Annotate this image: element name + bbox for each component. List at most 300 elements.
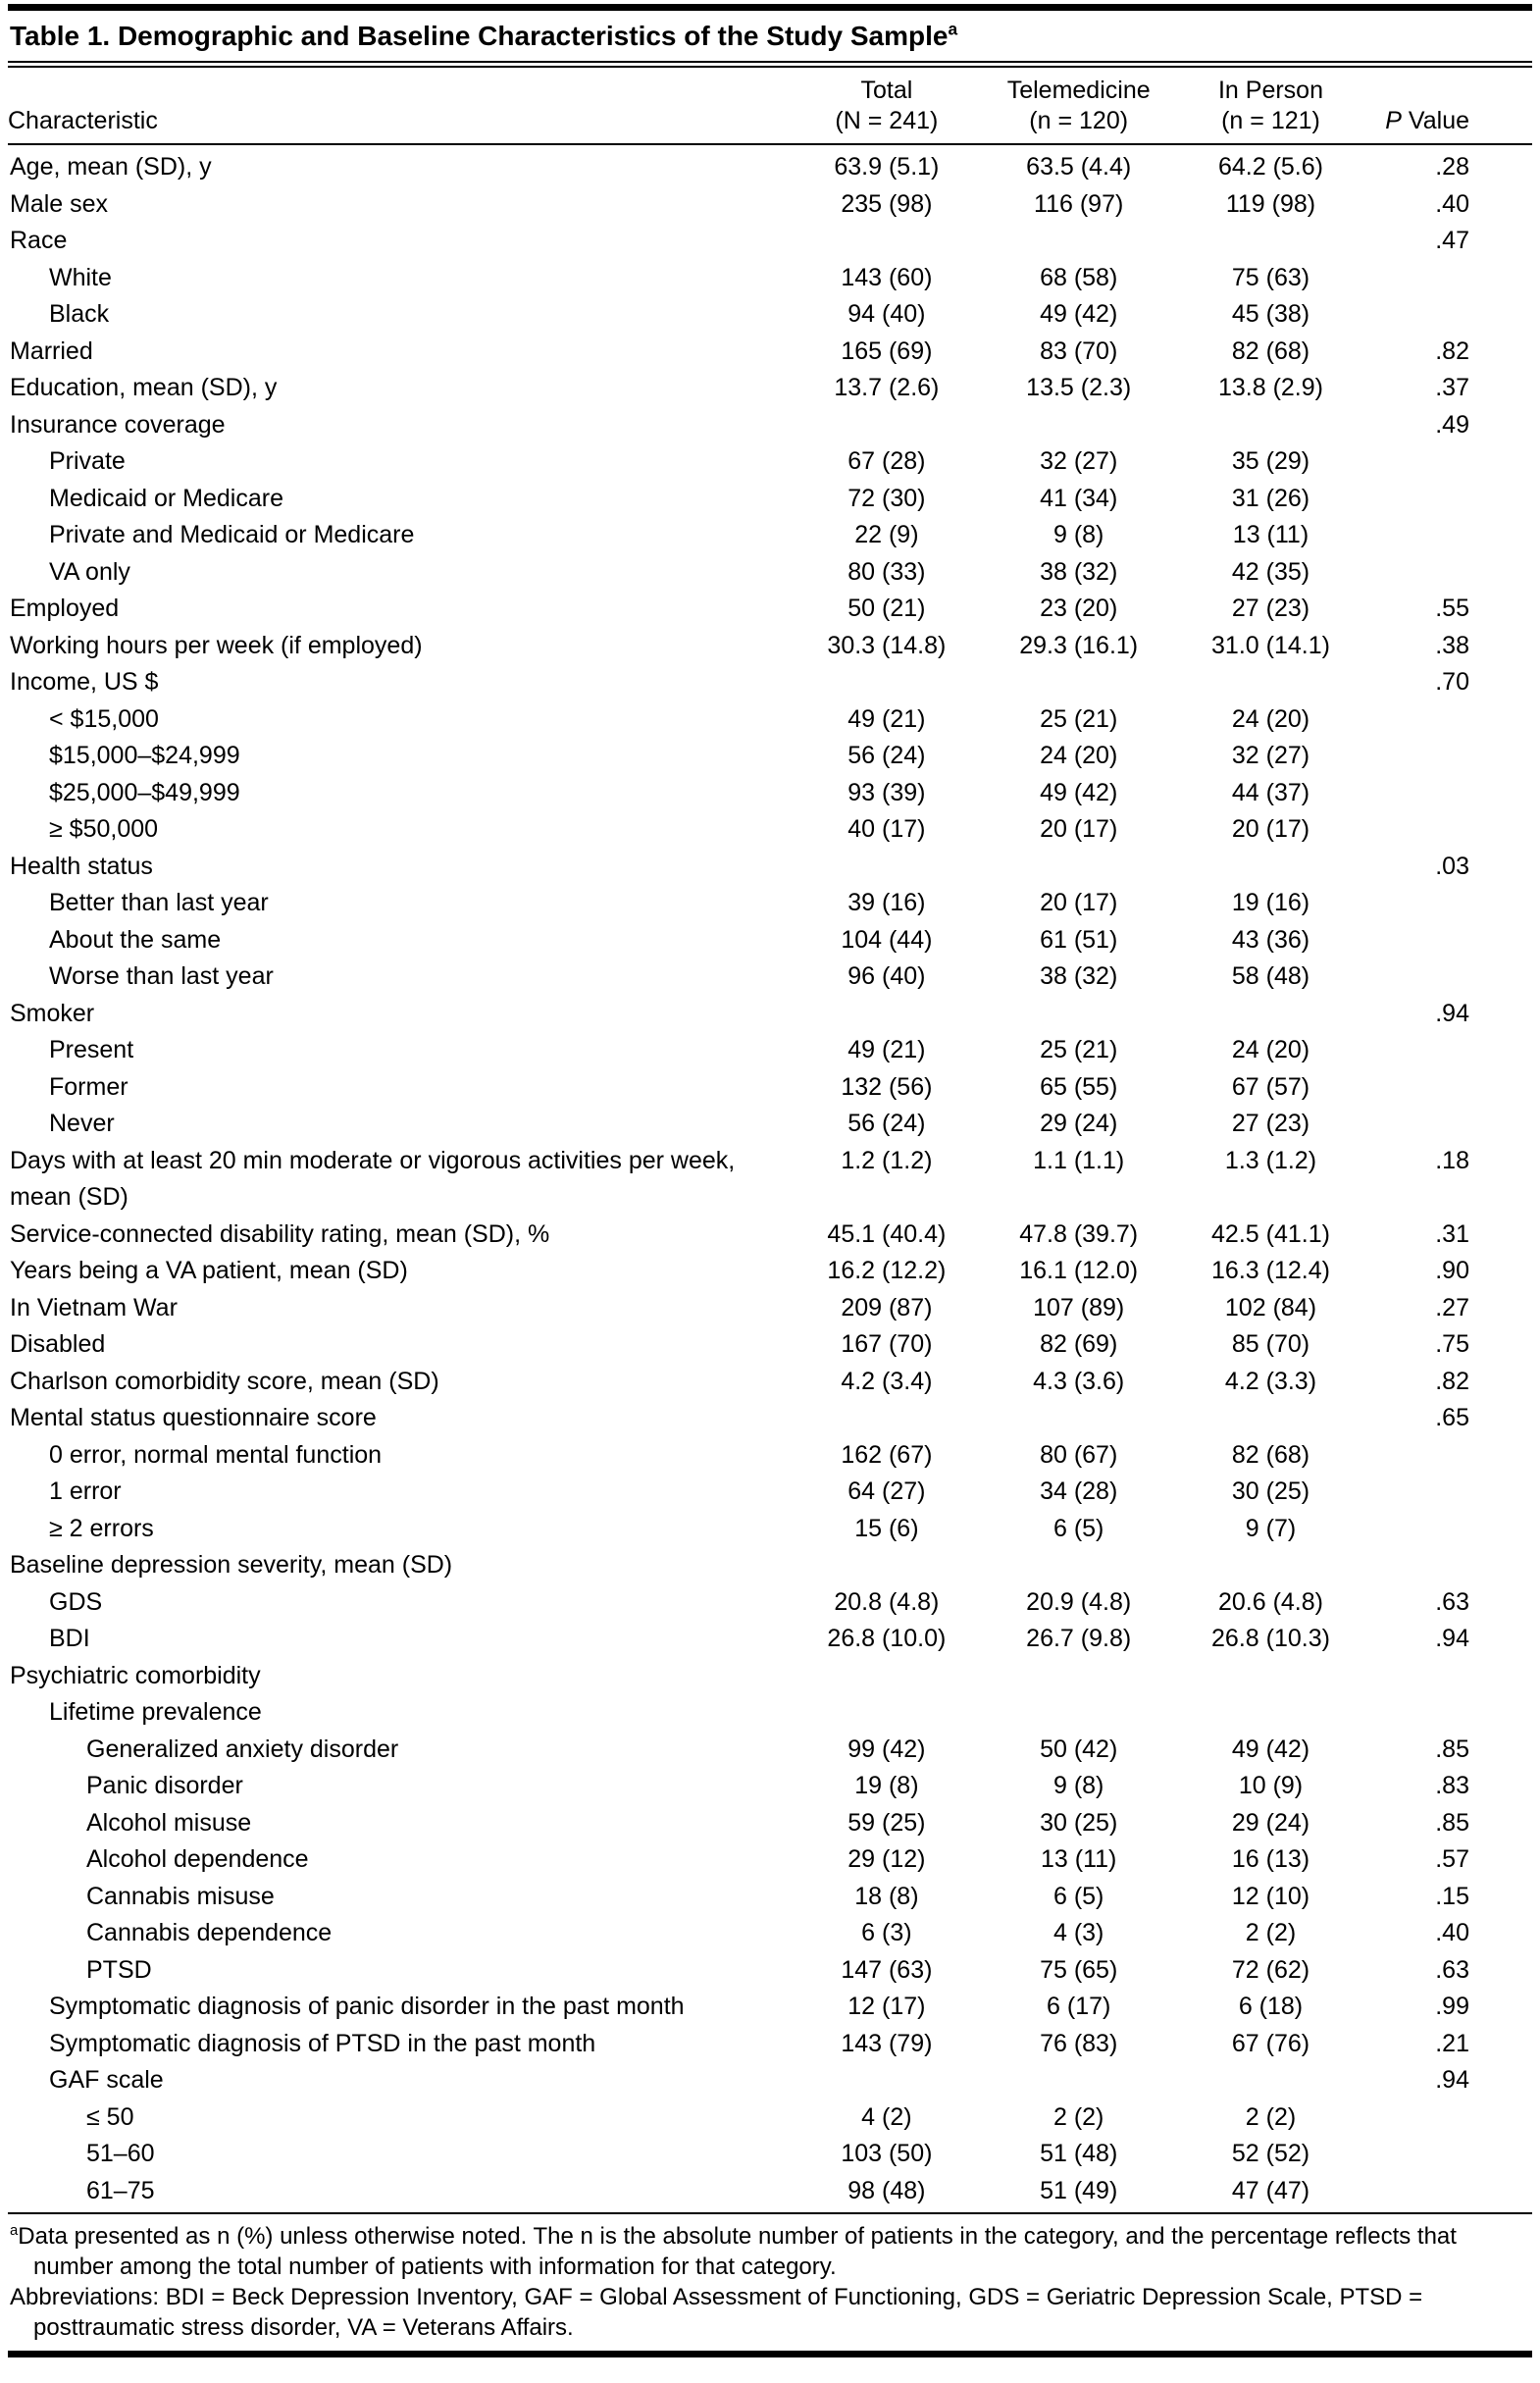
cell-pvalue bbox=[1364, 1106, 1532, 1143]
cell-total bbox=[793, 1658, 980, 1695]
cell-inperson bbox=[1177, 664, 1364, 701]
row-label: ≤ 50 bbox=[86, 2102, 134, 2131]
row-label: Cannabis misuse bbox=[86, 1882, 275, 1910]
row-label: Generalized anxiety disorder bbox=[86, 1735, 399, 1763]
cell-total: 49 (21) bbox=[847, 1036, 926, 1063]
table-row bbox=[8, 811, 1532, 849]
cell-pvalue: .99 bbox=[1435, 1993, 1469, 2020]
table-row bbox=[8, 1841, 1532, 1879]
row-label: 61–75 bbox=[86, 2176, 155, 2204]
table-row bbox=[8, 186, 1532, 224]
cell-total: 59 (25) bbox=[847, 1808, 926, 1837]
table-row bbox=[8, 1143, 1532, 1217]
cell-total: 12 (17) bbox=[847, 1993, 926, 2020]
table-row bbox=[8, 1032, 1532, 1069]
cell-total: 39 (16) bbox=[847, 889, 926, 916]
row-label: $15,000–$24,999 bbox=[49, 742, 240, 769]
table-row bbox=[8, 554, 1532, 592]
row-label: Charlson comorbidity score, mean (SD) bbox=[10, 1367, 439, 1395]
cell-telemedicine: 83 (70) bbox=[1040, 337, 1118, 365]
row-label: Never bbox=[49, 1110, 115, 1137]
row-label: Working hours per week (if employed) bbox=[10, 631, 423, 659]
cell-inperson: 1.3 (1.2) bbox=[1224, 1146, 1317, 1174]
row-label: 0 error, normal mental function bbox=[49, 1440, 383, 1469]
cell-total bbox=[793, 996, 980, 1033]
table-row bbox=[8, 407, 1532, 444]
cell-total bbox=[793, 1694, 980, 1732]
table-row bbox=[8, 223, 1532, 260]
cell-inperson: 82 (68) bbox=[1231, 1440, 1310, 1469]
cell-total: 165 (69) bbox=[841, 337, 933, 365]
table-row bbox=[8, 334, 1532, 371]
cell-telemedicine bbox=[980, 996, 1176, 1033]
row-label: Race bbox=[10, 227, 68, 254]
table-row bbox=[8, 443, 1532, 481]
cell-telemedicine: 20 (17) bbox=[1040, 889, 1118, 916]
row-label: About the same bbox=[49, 925, 222, 954]
cell-total bbox=[793, 407, 980, 444]
row-label: Lifetime prevalence bbox=[49, 1698, 262, 1726]
cell-inperson bbox=[1177, 407, 1364, 444]
cell-pvalue bbox=[1364, 481, 1532, 518]
row-label: VA only bbox=[49, 557, 130, 586]
cell-telemedicine: 38 (32) bbox=[1040, 962, 1118, 990]
row-label: Male sex bbox=[10, 189, 109, 218]
cell-total: 30.3 (14.8) bbox=[827, 631, 947, 659]
cell-pvalue bbox=[1364, 296, 1532, 334]
row-label: Education, mean (SD), y bbox=[10, 374, 278, 401]
cell-pvalue: .83 bbox=[1435, 1772, 1469, 1799]
row-label: Cannabis dependence bbox=[86, 1919, 333, 1946]
cell-inperson: 16 (13) bbox=[1231, 1845, 1310, 1873]
cell-telemedicine: 9 (8) bbox=[1052, 521, 1104, 548]
table-row bbox=[8, 2173, 1532, 2210]
cell-pvalue: .37 bbox=[1435, 374, 1469, 401]
cell-inperson: 32 (27) bbox=[1231, 742, 1310, 769]
cell-total: 13.7 (2.6) bbox=[834, 374, 940, 401]
row-label: Worse than last year bbox=[49, 962, 274, 990]
cell-telemedicine bbox=[980, 1547, 1176, 1584]
cell-total: 15 (6) bbox=[854, 1514, 919, 1542]
cell-total: 1.2 (1.2) bbox=[841, 1146, 933, 1174]
cell-inperson: 82 (68) bbox=[1231, 337, 1310, 365]
cell-telemedicine: 6 (5) bbox=[1052, 1882, 1104, 1910]
abbreviations-note: Abbreviations: BDI = Beck Depression Inventory, GAF = Global Assessment of Functioning, GDS = Geriatric Depression Scale, PTSD = posttraumatic stress disorder, VA = Veterans Affairs. bbox=[10, 2284, 1423, 2341]
cell-telemedicine bbox=[980, 1694, 1176, 1732]
cell-telemedicine: 29 (24) bbox=[1040, 1110, 1118, 1137]
row-label: Private and Medicaid or Medicare bbox=[49, 521, 415, 548]
row-label: $25,000–$49,999 bbox=[49, 778, 240, 806]
cell-total: 98 (48) bbox=[847, 2176, 926, 2204]
row-label: Mental status questionnaire score bbox=[10, 1404, 377, 1431]
row-label: Married bbox=[10, 337, 93, 365]
table-row bbox=[8, 628, 1532, 665]
cell-telemedicine: 20.9 (4.8) bbox=[1026, 1587, 1132, 1616]
table-row bbox=[8, 1106, 1532, 1143]
footnotes bbox=[8, 2214, 1532, 2345]
cell-inperson bbox=[1177, 2062, 1364, 2099]
cell-pvalue bbox=[1364, 885, 1532, 922]
row-label: Former bbox=[49, 1072, 128, 1101]
table-body bbox=[8, 144, 1532, 2209]
cell-pvalue bbox=[1364, 775, 1532, 812]
column-header-telemedicine: Telemedicine (n = 120) bbox=[980, 70, 1176, 144]
cell-pvalue: .94 bbox=[1435, 999, 1469, 1027]
characteristics-table bbox=[8, 70, 1532, 2209]
cell-pvalue: .85 bbox=[1435, 1808, 1469, 1837]
cell-inperson: 29 (24) bbox=[1231, 1808, 1310, 1837]
table-row bbox=[8, 2099, 1532, 2137]
cell-telemedicine: 4 (3) bbox=[1052, 1919, 1104, 1946]
table-row bbox=[8, 1694, 1532, 1732]
cell-telemedicine: 65 (55) bbox=[1040, 1072, 1118, 1101]
cell-telemedicine: 9 (8) bbox=[1052, 1772, 1104, 1799]
cell-inperson: 31 (26) bbox=[1231, 484, 1310, 512]
cell-telemedicine bbox=[980, 407, 1176, 444]
cell-inperson: 49 (42) bbox=[1231, 1735, 1310, 1763]
cell-pvalue bbox=[1364, 2136, 1532, 2173]
cell-total: 4 (2) bbox=[861, 2102, 912, 2131]
cell-telemedicine: 51 (49) bbox=[1040, 2176, 1118, 2204]
cell-total: 167 (70) bbox=[841, 1330, 933, 1358]
cell-pvalue: .63 bbox=[1435, 1955, 1469, 1984]
cell-total: 26.8 (10.0) bbox=[827, 1625, 947, 1652]
cell-total: 29 (12) bbox=[847, 1845, 926, 1873]
table-row bbox=[8, 1511, 1532, 1548]
table-title-footnote-marker: a bbox=[948, 19, 958, 39]
cell-total: 56 (24) bbox=[847, 1110, 926, 1137]
row-label: Present bbox=[49, 1036, 134, 1063]
table-row bbox=[8, 1400, 1532, 1437]
cell-pvalue bbox=[1364, 443, 1532, 481]
table-row bbox=[8, 1915, 1532, 1952]
cell-telemedicine: 24 (20) bbox=[1040, 742, 1118, 769]
row-label: 51–60 bbox=[86, 2140, 155, 2167]
cell-pvalue bbox=[1364, 1069, 1532, 1107]
table-row bbox=[8, 1584, 1532, 1622]
row-label: Disabled bbox=[10, 1330, 106, 1358]
cell-pvalue: .49 bbox=[1435, 410, 1469, 439]
data-note-text: Data presented as n (%) unless otherwise noted. The n is the absolute number of patients in the category, and the percentage reflects that number among the total number of patients with information for that category. bbox=[18, 2223, 1457, 2280]
cell-pvalue: .47 bbox=[1435, 227, 1469, 254]
cell-telemedicine: 49 (42) bbox=[1040, 300, 1118, 328]
cell-inperson: 10 (9) bbox=[1238, 1772, 1304, 1799]
cell-telemedicine: 47.8 (39.7) bbox=[1019, 1219, 1139, 1248]
top-rule bbox=[8, 4, 1532, 11]
table-row bbox=[8, 144, 1532, 186]
row-label: Days with at least 20 min moderate or vigorous activities per week, mean (SD) bbox=[10, 1146, 736, 1211]
column-header-total: Total (N = 241) bbox=[793, 70, 980, 144]
table-row bbox=[8, 738, 1532, 775]
row-label: Panic disorder bbox=[86, 1772, 243, 1799]
cell-telemedicine: 2 (2) bbox=[1052, 2102, 1104, 2131]
cell-total bbox=[793, 1400, 980, 1437]
cell-telemedicine bbox=[980, 664, 1176, 701]
table-title bbox=[8, 11, 1532, 61]
cell-inperson: 2 (2) bbox=[1245, 1919, 1297, 1946]
cell-inperson bbox=[1177, 1658, 1364, 1695]
table-row bbox=[8, 1805, 1532, 1842]
cell-total: 6 (3) bbox=[861, 1919, 912, 1946]
cell-inperson: 43 (36) bbox=[1231, 925, 1310, 954]
table-row bbox=[8, 1658, 1532, 1695]
data-note-marker: a bbox=[10, 2223, 19, 2239]
cell-inperson: 30 (25) bbox=[1231, 1477, 1310, 1505]
cell-total: 63.9 (5.1) bbox=[834, 153, 940, 181]
cell-telemedicine: 68 (58) bbox=[1040, 263, 1118, 291]
table-row bbox=[8, 1768, 1532, 1805]
cell-pvalue bbox=[1364, 1032, 1532, 1069]
cell-total: 56 (24) bbox=[847, 742, 926, 769]
table-row bbox=[8, 1879, 1532, 1916]
cell-total: 20.8 (4.8) bbox=[834, 1587, 940, 1616]
row-label: ≥ $50,000 bbox=[49, 815, 159, 843]
cell-telemedicine bbox=[980, 223, 1176, 260]
cell-total: 209 (87) bbox=[841, 1293, 933, 1321]
cell-telemedicine bbox=[980, 849, 1176, 886]
row-label: Black bbox=[49, 300, 110, 328]
cell-total: 96 (40) bbox=[847, 962, 926, 990]
cell-inperson: 102 (84) bbox=[1224, 1293, 1317, 1321]
cell-inperson: 119 (98) bbox=[1225, 189, 1316, 218]
cell-pvalue bbox=[1364, 922, 1532, 959]
cell-inperson: 72 (62) bbox=[1231, 1955, 1310, 1984]
cell-telemedicine: 63.5 (4.4) bbox=[1026, 153, 1132, 181]
row-label: Employed bbox=[10, 595, 120, 622]
cell-total: 45.1 (40.4) bbox=[827, 1219, 947, 1248]
cell-telemedicine bbox=[980, 2062, 1176, 2099]
cell-pvalue: .40 bbox=[1435, 189, 1469, 218]
cell-pvalue: .55 bbox=[1435, 595, 1469, 622]
cell-inperson: 26.8 (10.3) bbox=[1211, 1625, 1330, 1652]
table-row bbox=[8, 1290, 1532, 1327]
table-row bbox=[8, 1437, 1532, 1475]
row-label: BDI bbox=[49, 1625, 90, 1652]
cell-total: 16.2 (12.2) bbox=[827, 1257, 947, 1284]
table-row bbox=[8, 775, 1532, 812]
cell-inperson: 13.8 (2.9) bbox=[1217, 374, 1323, 401]
cell-telemedicine: 38 (32) bbox=[1040, 557, 1118, 586]
cell-telemedicine bbox=[980, 1658, 1176, 1695]
title-separator-rule bbox=[8, 61, 1532, 68]
table-row bbox=[8, 296, 1532, 334]
cell-telemedicine: 76 (83) bbox=[1040, 2029, 1118, 2057]
cell-inperson bbox=[1177, 996, 1364, 1033]
cell-pvalue bbox=[1364, 1437, 1532, 1475]
cell-telemedicine: 1.1 (1.1) bbox=[1033, 1146, 1125, 1174]
table-row bbox=[8, 1069, 1532, 1107]
table-row bbox=[8, 591, 1532, 628]
cell-total bbox=[793, 1547, 980, 1584]
cell-inperson: 67 (76) bbox=[1231, 2029, 1310, 2057]
cell-total: 143 (60) bbox=[841, 263, 933, 291]
cell-inperson: 19 (16) bbox=[1231, 889, 1310, 916]
cell-total: 104 (44) bbox=[841, 925, 933, 954]
cell-pvalue: .21 bbox=[1435, 2029, 1469, 2057]
table-row bbox=[8, 1364, 1532, 1401]
table-row bbox=[8, 481, 1532, 518]
cell-pvalue bbox=[1364, 2099, 1532, 2137]
cell-total: 64 (27) bbox=[847, 1477, 926, 1505]
cell-inperson: 67 (57) bbox=[1231, 1072, 1310, 1101]
cell-inperson: 58 (48) bbox=[1231, 962, 1310, 990]
cell-pvalue bbox=[1364, 1547, 1532, 1584]
cell-total: 50 (21) bbox=[847, 595, 926, 622]
cell-inperson: 9 (7) bbox=[1245, 1514, 1297, 1542]
cell-inperson: 42 (35) bbox=[1231, 557, 1310, 586]
table-row bbox=[8, 1253, 1532, 1290]
row-label: Service-connected disability rating, mean (SD), % bbox=[10, 1219, 550, 1248]
cell-pvalue: .18 bbox=[1435, 1146, 1469, 1174]
cell-telemedicine: 116 (97) bbox=[1034, 189, 1124, 218]
cell-pvalue: .03 bbox=[1435, 852, 1469, 880]
row-label: Insurance coverage bbox=[10, 410, 226, 439]
cell-total bbox=[793, 849, 980, 886]
row-label: GAF scale bbox=[49, 2066, 164, 2094]
cell-telemedicine: 4.3 (3.6) bbox=[1033, 1367, 1125, 1395]
cell-pvalue bbox=[1364, 811, 1532, 849]
table-row bbox=[8, 922, 1532, 959]
row-label: Medicaid or Medicare bbox=[49, 484, 283, 512]
cell-total: 93 (39) bbox=[847, 778, 926, 806]
cell-inperson: 42.5 (41.1) bbox=[1211, 1219, 1330, 1248]
cell-inperson bbox=[1177, 223, 1364, 260]
table-row bbox=[8, 260, 1532, 297]
cell-inperson: 13 (11) bbox=[1232, 521, 1309, 548]
cell-pvalue: .82 bbox=[1435, 337, 1469, 365]
table-row bbox=[8, 664, 1532, 701]
row-label: Alcohol misuse bbox=[86, 1808, 252, 1837]
cell-total: 99 (42) bbox=[847, 1735, 926, 1763]
table-row bbox=[8, 1989, 1532, 2026]
cell-telemedicine bbox=[980, 1400, 1176, 1437]
column-header-inperson: In Person (n = 121) bbox=[1177, 70, 1364, 144]
column-header-pvalue: P Value bbox=[1364, 70, 1532, 144]
table-row bbox=[8, 701, 1532, 739]
cell-telemedicine: 51 (48) bbox=[1040, 2140, 1118, 2167]
cell-pvalue: .82 bbox=[1435, 1367, 1469, 1395]
cell-total: 103 (50) bbox=[841, 2140, 933, 2167]
cell-telemedicine: 13 (11) bbox=[1041, 1845, 1117, 1873]
row-label: 1 error bbox=[49, 1477, 122, 1505]
cell-pvalue: .28 bbox=[1435, 153, 1469, 181]
table-row bbox=[8, 2062, 1532, 2099]
cell-inperson: 20.6 (4.8) bbox=[1217, 1587, 1323, 1616]
cell-pvalue: .63 bbox=[1435, 1587, 1469, 1616]
table-row bbox=[8, 1547, 1532, 1584]
cell-pvalue: .85 bbox=[1435, 1735, 1469, 1763]
cell-telemedicine: 6 (5) bbox=[1052, 1514, 1104, 1542]
cell-telemedicine: 50 (42) bbox=[1040, 1735, 1118, 1763]
cell-inperson: 24 (20) bbox=[1231, 704, 1310, 733]
cell-inperson: 27 (23) bbox=[1231, 1110, 1310, 1137]
cell-inperson: 20 (17) bbox=[1231, 815, 1310, 843]
row-label: ≥ 2 errors bbox=[49, 1514, 154, 1542]
cell-telemedicine: 13.5 (2.3) bbox=[1026, 374, 1132, 401]
table-row bbox=[8, 2026, 1532, 2063]
cell-total: 67 (28) bbox=[847, 447, 926, 475]
cell-pvalue: .15 bbox=[1435, 1882, 1469, 1910]
row-label: GDS bbox=[49, 1587, 103, 1616]
cell-pvalue bbox=[1364, 2173, 1532, 2210]
table-row bbox=[8, 1326, 1532, 1364]
table-row bbox=[8, 958, 1532, 996]
cell-pvalue: .90 bbox=[1435, 1257, 1469, 1284]
table-row bbox=[8, 849, 1532, 886]
cell-telemedicine: 34 (28) bbox=[1040, 1477, 1118, 1505]
cell-inperson bbox=[1177, 1547, 1364, 1584]
cell-inperson: 44 (37) bbox=[1231, 778, 1310, 806]
cell-telemedicine: 41 (34) bbox=[1040, 484, 1118, 512]
cell-pvalue bbox=[1364, 958, 1532, 996]
cell-pvalue: .27 bbox=[1435, 1293, 1469, 1321]
table-row bbox=[8, 996, 1532, 1033]
cell-telemedicine: 26.7 (9.8) bbox=[1026, 1625, 1132, 1652]
column-header-characteristic: Characteristic bbox=[8, 70, 793, 144]
cell-pvalue bbox=[1364, 554, 1532, 592]
cell-total: 235 (98) bbox=[841, 189, 933, 218]
row-label: PTSD bbox=[86, 1955, 152, 1984]
table-row bbox=[8, 1732, 1532, 1769]
cell-telemedicine: 20 (17) bbox=[1040, 815, 1118, 843]
table-row bbox=[8, 885, 1532, 922]
cell-inperson bbox=[1177, 1400, 1364, 1437]
cell-total: 147 (63) bbox=[841, 1955, 933, 1984]
cell-pvalue: .70 bbox=[1435, 668, 1469, 696]
cell-pvalue bbox=[1364, 1658, 1532, 1695]
cell-pvalue bbox=[1364, 517, 1532, 554]
cell-inperson: 24 (20) bbox=[1231, 1036, 1310, 1063]
cell-inperson: 31.0 (14.1) bbox=[1211, 631, 1330, 659]
cell-telemedicine: 75 (65) bbox=[1040, 1955, 1118, 1984]
cell-telemedicine: 107 (89) bbox=[1033, 1293, 1125, 1321]
cell-telemedicine: 61 (51) bbox=[1040, 925, 1118, 954]
row-label: < $15,000 bbox=[49, 704, 159, 733]
cell-pvalue bbox=[1364, 1694, 1532, 1732]
row-label: Psychiatric comorbidity bbox=[10, 1661, 261, 1689]
cell-inperson bbox=[1177, 849, 1364, 886]
row-label: Income, US $ bbox=[10, 668, 159, 696]
row-label: In Vietnam War bbox=[10, 1293, 178, 1321]
cell-total: 94 (40) bbox=[847, 300, 926, 328]
cell-inperson: 45 (38) bbox=[1231, 300, 1310, 328]
cell-inperson bbox=[1177, 1694, 1364, 1732]
cell-telemedicine: 49 (42) bbox=[1040, 778, 1118, 806]
cell-telemedicine: 30 (25) bbox=[1040, 1808, 1118, 1837]
cell-inperson: 16.3 (12.4) bbox=[1211, 1257, 1330, 1284]
cell-inperson: 27 (23) bbox=[1231, 595, 1310, 622]
table-header bbox=[8, 70, 1532, 144]
cell-telemedicine: 82 (69) bbox=[1040, 1330, 1118, 1358]
table-row bbox=[8, 1474, 1532, 1511]
cell-pvalue bbox=[1364, 738, 1532, 775]
cell-inperson: 85 (70) bbox=[1231, 1330, 1310, 1358]
row-label: Years being a VA patient, mean (SD) bbox=[10, 1257, 408, 1284]
cell-inperson: 75 (63) bbox=[1231, 263, 1310, 291]
table-row bbox=[8, 2136, 1532, 2173]
cell-pvalue: .94 bbox=[1435, 1625, 1469, 1652]
cell-pvalue: .38 bbox=[1435, 631, 1469, 659]
row-label: White bbox=[49, 263, 112, 291]
cell-pvalue: .94 bbox=[1435, 2066, 1469, 2094]
cell-total: 162 (67) bbox=[841, 1440, 933, 1469]
cell-telemedicine: 25 (21) bbox=[1040, 704, 1118, 733]
cell-telemedicine: 32 (27) bbox=[1040, 447, 1118, 475]
table-row bbox=[8, 517, 1532, 554]
cell-pvalue bbox=[1364, 1474, 1532, 1511]
cell-total bbox=[793, 2062, 980, 2099]
table-row bbox=[8, 1217, 1532, 1254]
